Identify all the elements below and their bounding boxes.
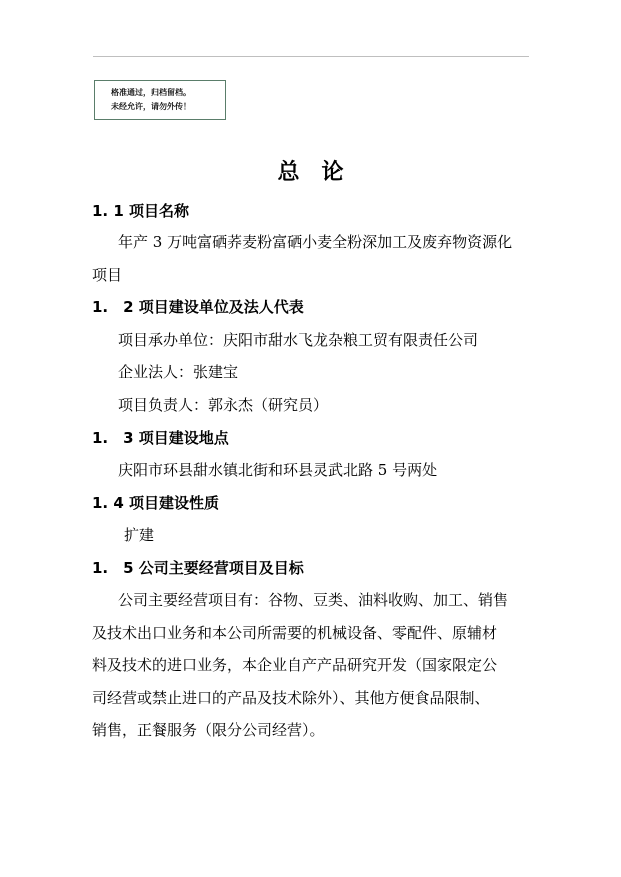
legal-representative-line: 企业法人：张建宝 <box>118 363 239 381</box>
section-heading-nature: 1. 4 项目建设性质 <box>92 494 220 512</box>
approval-notice-stamp <box>94 80 226 120</box>
paragraph-line: 公司主要经营项目有：谷物、豆类、油料收购、加工、销售 <box>118 591 509 609</box>
paragraph-line: 司经营或禁止进口的产品及技术除外）、其他方便食品限制、 <box>92 688 490 707</box>
section-body-project-name <box>92 226 532 291</box>
header-rule <box>93 56 529 57</box>
paragraph-line: 及技术出口业务和本公司所需要的机械设备、零配件、原辅材 <box>92 623 498 642</box>
paragraph-line: 销售，正餐服务（限分公司经营）。 <box>92 721 325 739</box>
paragraph-line: 项目 <box>92 265 123 284</box>
location-line: 庆阳市环县甜水镇北街和环县灵武北路 5 号两处 <box>118 461 438 479</box>
section-body-business-scope <box>92 584 532 747</box>
project-leader-line: 项目负责人：郭永杰（研究员） <box>118 396 329 414</box>
section-heading-construction-unit: 1. 2 项目建设单位及法人代表 <box>92 298 304 316</box>
section-heading-location: 1. 3 项目建设地点 <box>92 429 229 447</box>
notice-line-2: 未经允许，请勿外传！ <box>111 102 191 111</box>
paragraph-line: 料及技术的进口业务，本企业自产产品研究开发（国家限定公 <box>92 656 498 674</box>
document-title: 总 论 <box>277 160 344 185</box>
notice-line-1: 格准通过，归档留档。 <box>111 88 191 97</box>
nature-line: 扩建 <box>124 526 155 544</box>
project-sponsor-line: 项目承办单位：庆阳市甜水飞龙杂粮工贸有限责任公司 <box>118 331 479 349</box>
section-heading-project-name: 1. 1 项目名称 <box>92 202 190 220</box>
section-heading-business-scope: 1. 5 公司主要经营项目及目标 <box>92 559 304 577</box>
paragraph-line: 年产 3 万吨富硒荞麦粉富硒小麦全粉深加工及废弃物资源化 <box>118 233 513 251</box>
